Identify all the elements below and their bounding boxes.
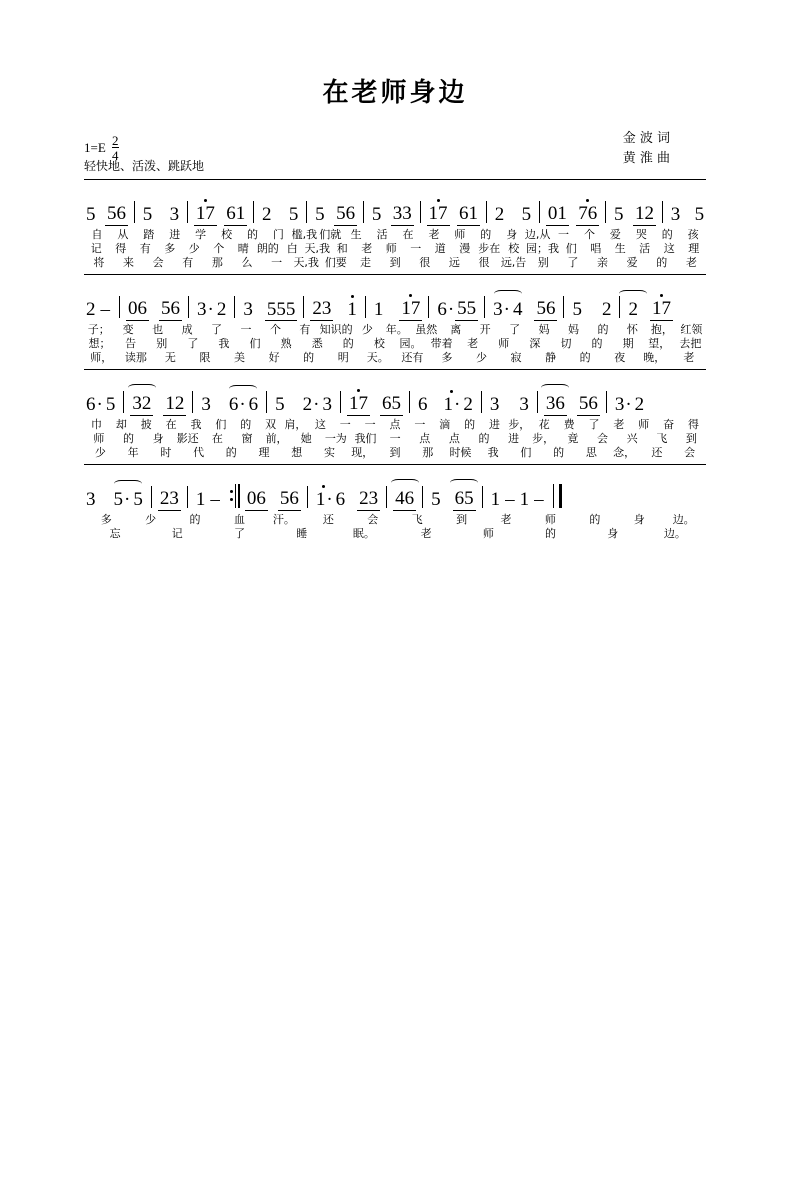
lyrics-block-2	[84, 321, 706, 369]
note: 555	[266, 299, 296, 320]
barline	[253, 201, 254, 223]
note: 5	[275, 394, 285, 415]
lyric-line: 师， 读那 无 限 美 好 的 明 天。 还有 多 少 寂 静 的 夜 晚， 老	[90, 351, 695, 364]
barline	[363, 201, 364, 223]
note: 5	[288, 204, 299, 225]
composer-credit: 黄 淮 曲	[622, 151, 670, 166]
note: 3 ·	[613, 394, 633, 416]
slur	[619, 290, 647, 298]
note: 5	[86, 204, 96, 225]
credits	[623, 129, 670, 169]
barline	[606, 391, 607, 413]
note: 6 ·	[84, 394, 104, 416]
note: 23	[359, 488, 379, 509]
tempo-marking: 轻快地、活泼、跳跃地	[84, 159, 205, 173]
note: 06	[128, 298, 147, 319]
barline	[192, 391, 193, 413]
lyric-line: 少 年 时 代 的 理 想 实 现， 到 那 时候 我 们 的 思 念， 还 会	[94, 446, 696, 459]
note: 3	[489, 394, 500, 415]
slur	[450, 479, 478, 487]
note: 56	[336, 203, 356, 224]
barline	[365, 296, 366, 318]
music-system-1	[84, 179, 706, 274]
note-row-4	[84, 465, 706, 511]
meter-denominator: 4	[112, 148, 119, 163]
note: 1 ·	[314, 489, 334, 511]
note: 32	[132, 393, 152, 414]
barline	[303, 296, 304, 318]
score-header	[0, 123, 790, 179]
note: 1	[195, 489, 206, 510]
note: 4	[512, 299, 523, 320]
note: 46	[395, 488, 415, 509]
note: 2	[86, 299, 96, 320]
note: 2 ·	[301, 394, 321, 416]
note: 2	[216, 299, 227, 320]
slurred-group	[227, 394, 260, 416]
note: 56	[536, 298, 556, 319]
note: 2	[463, 394, 473, 415]
note: 5	[694, 204, 705, 225]
note: 12	[634, 203, 654, 224]
note-extender: –	[534, 489, 544, 510]
barline	[428, 296, 429, 318]
final-barline	[553, 484, 562, 508]
note: 1 ·	[441, 394, 461, 416]
barline	[123, 391, 124, 413]
note: 5	[521, 204, 532, 225]
note: 65	[381, 393, 401, 414]
slur	[541, 384, 569, 392]
barline	[605, 201, 606, 223]
barline	[619, 296, 620, 318]
note: 5	[572, 299, 582, 320]
note: 3	[243, 299, 253, 320]
slurred-group	[130, 393, 153, 416]
note: 1	[490, 489, 501, 510]
note: 5	[133, 489, 143, 510]
note: 33	[392, 203, 412, 224]
note: 5	[105, 394, 116, 415]
barline	[188, 296, 189, 318]
note: 17	[651, 298, 671, 319]
note: 23	[312, 298, 332, 319]
lyrics-block-1	[84, 226, 706, 274]
lyric-line: 巾 却 披 在 我 们 的 双 肩， 这 一 一 点 一 滴 的 进 步， 花 费 了 老 师 奋 得	[90, 418, 699, 431]
note: 3	[169, 204, 180, 225]
note: 5	[142, 204, 153, 225]
barline	[409, 391, 410, 413]
note: 3	[86, 489, 96, 510]
meter-numerator: 2	[112, 133, 119, 148]
note-extender: –	[100, 299, 110, 320]
barline	[134, 201, 135, 223]
note: 6	[248, 394, 259, 415]
note: 2	[628, 299, 638, 320]
note: 3 ·	[195, 299, 215, 321]
note: 2	[601, 299, 612, 320]
note: 65	[454, 488, 474, 509]
note-row-1	[84, 180, 706, 226]
barline	[563, 296, 564, 318]
barline	[486, 201, 487, 223]
barline	[119, 296, 120, 318]
barline	[307, 486, 308, 508]
music-system-3	[84, 369, 706, 464]
lyric-line: 将 来 会 有 那 么 一 天,我 们要 走 到 很 远 很 远,告 别 了 亲 爱 的 老	[93, 256, 697, 269]
note: 36	[545, 393, 565, 414]
note: 3	[322, 394, 332, 415]
barline	[482, 486, 483, 508]
lyric-line: 记 得 有 多 少 个 晴 朗的 白 天,我 和 老 师 一 道 漫 步在 校 园；我 们 唱 生 活 这 理	[90, 242, 700, 255]
slurred-group	[393, 488, 416, 511]
slur	[229, 385, 257, 393]
note: 3	[201, 394, 211, 415]
note: 61	[226, 203, 246, 224]
slurred-group	[544, 393, 567, 416]
note: 2	[634, 394, 645, 415]
note: 01	[547, 203, 567, 224]
lyrics-block-3	[84, 416, 706, 464]
slurred-group	[112, 489, 145, 511]
note: 56	[161, 298, 180, 319]
note: 56	[578, 393, 598, 414]
note: 3	[519, 394, 529, 415]
lyrics-block-4	[84, 511, 706, 545]
barline	[306, 201, 307, 223]
note: 12	[165, 393, 185, 414]
note: 1	[347, 299, 357, 320]
music-system-2	[84, 274, 706, 369]
lyric-line: 自 从 踏 进 学 校 的 门 槛,我 们就 生 活 在 老 师 的 身 边,从 一 个 爱 哭 的 孩	[91, 228, 699, 241]
slur	[114, 480, 142, 488]
lyricist-credit: 金 波 词	[622, 131, 670, 146]
slurred-group	[491, 299, 524, 321]
note-row-3	[84, 370, 706, 416]
lyric-line: 想； 告 别 了 我 们 熟 悉 的 校 园。 带着 老 师 深 切 的 期 望， 去把	[88, 337, 702, 350]
note: 3	[670, 204, 681, 225]
barline	[386, 486, 387, 508]
note: 17	[195, 203, 215, 224]
barline	[234, 296, 235, 318]
slur	[391, 479, 419, 487]
note: 5 ·	[112, 489, 132, 511]
barline	[484, 296, 485, 318]
lyric-line: 子； 变 也 成 了 一 个 有 知识的 少 年。 虽然 离 开 了 妈 妈 的 怀 抱， 红领	[87, 323, 703, 336]
page-title: 在老师身边	[322, 78, 468, 108]
note: 2	[262, 204, 272, 225]
note: 17	[348, 393, 368, 414]
barline	[187, 486, 188, 508]
note: 56	[279, 488, 299, 509]
barline	[266, 391, 267, 413]
barline	[537, 391, 538, 413]
note: 1	[519, 489, 530, 510]
sheet-music-page	[0, 72, 790, 1191]
note: 55	[457, 298, 477, 319]
note-extender: –	[505, 489, 515, 510]
repeat-barline	[229, 484, 239, 508]
music-system-4	[84, 464, 706, 545]
note: 5	[431, 489, 441, 510]
barline	[539, 201, 540, 223]
key-signature: 1=E	[84, 139, 106, 155]
note: 2	[494, 204, 505, 225]
note: 6 ·	[435, 299, 455, 321]
barline	[422, 486, 423, 508]
note-row-2	[84, 275, 706, 321]
note: 5	[315, 204, 325, 225]
note: 61	[458, 203, 478, 224]
barline	[187, 201, 188, 223]
barline	[340, 391, 341, 413]
lyric-line: 忘 记 了 睡 眠。 老 师 的 身 边。	[109, 527, 686, 540]
note: 6	[335, 489, 346, 510]
barline	[662, 201, 663, 223]
note: 17	[428, 203, 448, 224]
note: 56	[106, 203, 126, 224]
note: 17	[401, 298, 421, 319]
barline	[420, 201, 421, 223]
note: 1	[373, 299, 384, 320]
lyric-line: 多 少 的 血 汗。 还 会 飞 到 老 师 的 身 边。	[100, 513, 695, 526]
slurred-group	[626, 299, 640, 321]
barline	[481, 391, 482, 413]
note-extender: –	[210, 489, 220, 510]
lyric-line: 师 的 身 影还 在 窗 前， 她 一为 我们 一 点 点 的 进 步， 竟 会 兴 飞 到	[93, 432, 697, 445]
note: 6 ·	[227, 394, 247, 416]
note: 06	[246, 488, 266, 509]
note: 3 ·	[491, 299, 511, 321]
note: 5	[614, 204, 624, 225]
note: 76	[578, 203, 598, 224]
slur	[494, 290, 522, 298]
slurred-group	[453, 488, 476, 511]
note: 5	[371, 204, 382, 225]
slur	[128, 384, 156, 392]
note: 6	[417, 394, 428, 415]
note: 23	[159, 488, 179, 509]
barline	[151, 486, 152, 508]
